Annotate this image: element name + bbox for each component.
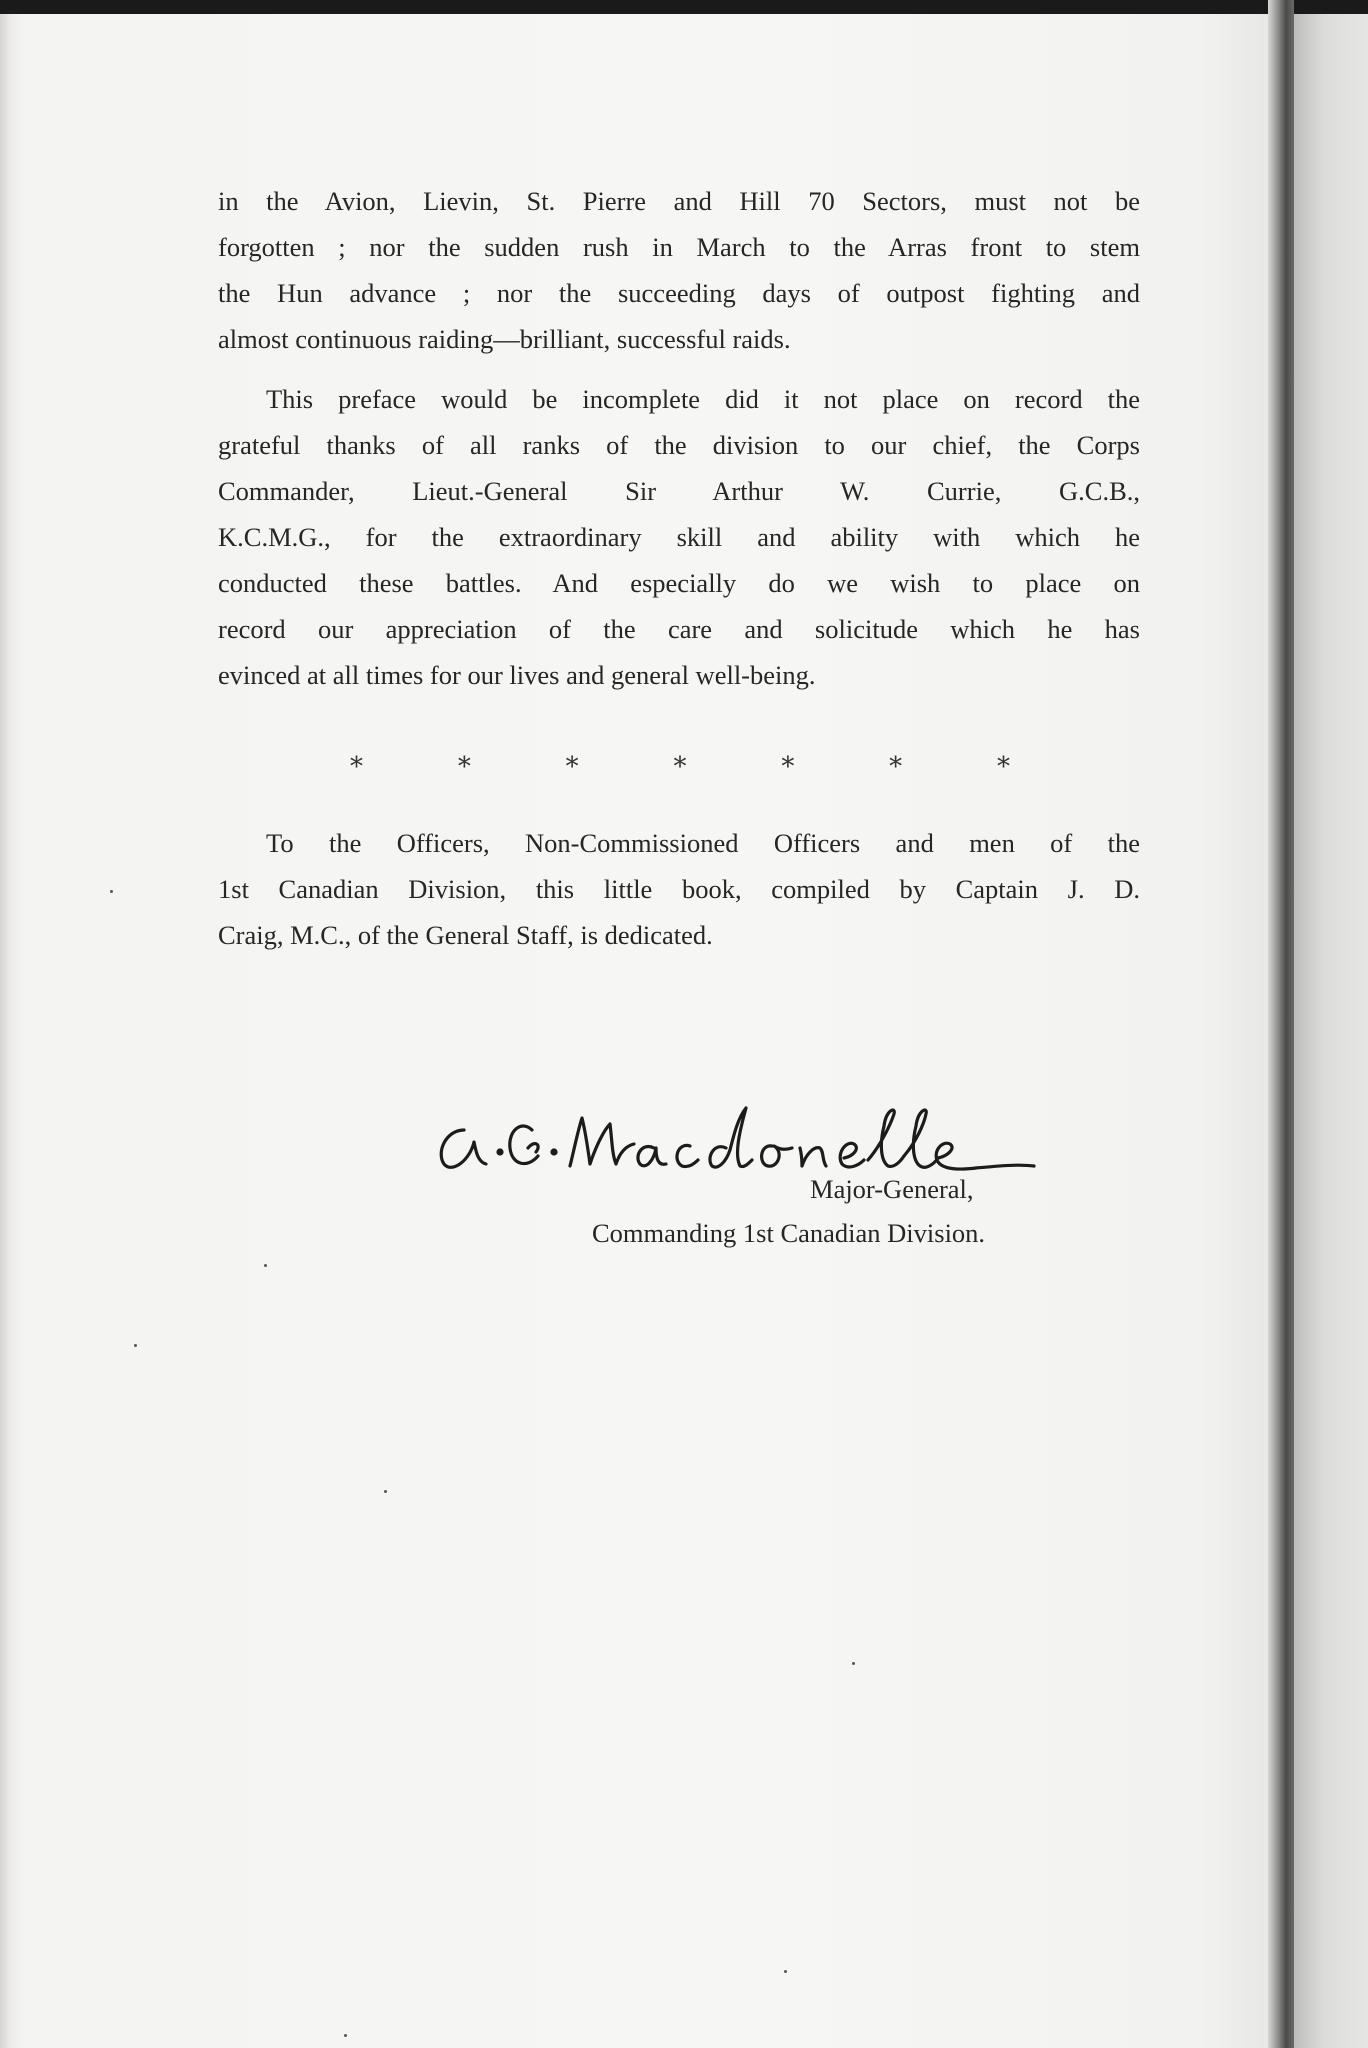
paper-speck: [134, 1344, 137, 1347]
asterisk: *: [996, 752, 1010, 782]
text-line: 1st Canadian Division, this little book, compiled by Captain J. D.: [218, 874, 1140, 904]
paper-speck: [264, 1264, 267, 1267]
text-line: Craig, M.C., of the General Staff, is dedicated.: [218, 920, 713, 950]
asterisk: *: [781, 752, 795, 782]
text-line: evinced at all times for our lives and general well-being.: [218, 660, 816, 690]
text-line: almost continuous raiding—brilliant, successful raids.: [218, 324, 791, 354]
paper-speck: [384, 1490, 387, 1493]
text-line: the Hun advance ; nor the succeeding days of outpost fighting and: [218, 278, 1140, 308]
asterisk: *: [457, 752, 471, 782]
text-line: forgotten ; nor the sudden rush in March to the Arras front to stem: [218, 232, 1140, 262]
paper-speck: [110, 890, 113, 893]
handwritten-signature: [428, 1090, 1128, 1180]
text-line: K.C.M.G., for the extraordinary skill and ability with which he: [218, 522, 1140, 552]
asterisk: *: [350, 752, 363, 782]
text-line: To the Officers, Non-Commissioned Officers and men of the: [266, 828, 1140, 858]
signoff-command: Commanding 1st Canadian Division.: [592, 1218, 986, 1248]
signoff-rank: Major-General,: [810, 1174, 974, 1204]
asterisk: *: [673, 752, 687, 782]
adjacent-page-edge: [1294, 14, 1368, 2048]
text-line: grateful thanks of all ranks of the division to our chief, the Corps: [218, 430, 1140, 460]
book-page: [0, 14, 1276, 2048]
text-line: record our appreciation of the care and solicitude which he has: [218, 614, 1140, 644]
paper-speck: [784, 1970, 787, 1973]
text-line: This preface would be incomplete did it not place on record the: [266, 384, 1140, 414]
asterisk: *: [565, 752, 579, 782]
book-gutter: [1268, 0, 1294, 2048]
paper-speck: [852, 1662, 855, 1665]
paper-speck: [344, 2034, 347, 2037]
text-line: Commander, Lieut.-General Sir Arthur W. Currie, G.C.B.,: [218, 476, 1140, 506]
asterisk-separator: [350, 752, 1010, 782]
text-line: conducted these battles. And especially do we wish to place on: [218, 568, 1140, 598]
asterisk: *: [889, 752, 903, 782]
text-line: in the Avion, Lievin, St. Pierre and Hill 70 Sectors, must not be: [218, 186, 1140, 216]
